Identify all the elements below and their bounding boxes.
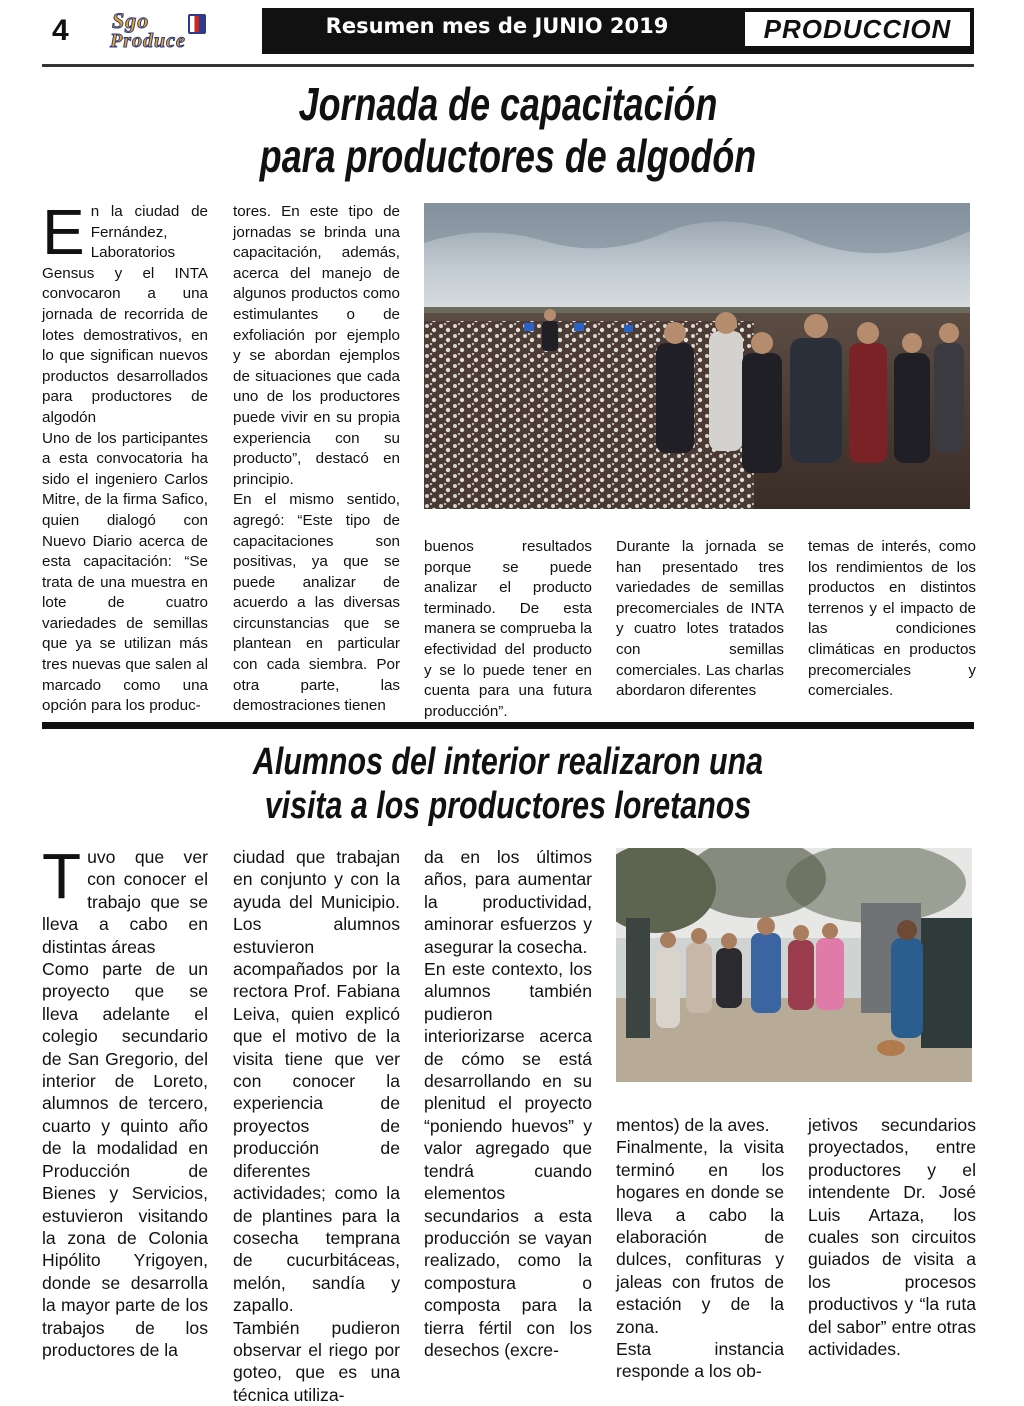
article2-column-3	[424, 846, 592, 1361]
article1-column-5-text: temas de interés, como los rendimientos de los productos en distintos terrenos y el impacto de las condiciones climáticas en productos precomerciales y comerciales.	[808, 538, 976, 700]
article2-column-3-text: da en los últimos años, para aumentar la productividad, aminorar esfuerzos y asegurar la cosecha. En este contexto, los alumnos también pudieron interiorizarse acerca de cómo se está desarrollando en su plenitud el proyecto “poniendo huevos” y valor agregado que tendrá cuando elementos secundarios a esta producción se vayan realizado, como la compostura o composta para la tierra fértil con los desechos (excre-	[424, 847, 592, 1360]
article1-column-2	[233, 202, 400, 717]
article-separator	[42, 722, 974, 729]
article1-column-1	[42, 196, 208, 717]
article1-column-3-text: buenos resultados porque se puede analizar el producto terminado. De esta manera se comprueba la efectividad del producto y se lo puede tener en cuenta para una futura producción”.	[424, 538, 592, 720]
article2-column-4-text: mentos) de la aves. Finalmente, la visita terminó en los hogares en donde se lleva a cabo la elaboración de dulces, confituras y jaleas con frutos de estación y de la zona. Esta instancia responde a los ob-	[616, 1115, 784, 1382]
cotton-field-photo	[424, 203, 970, 509]
article1-headline	[145, 78, 872, 182]
header-rule	[42, 64, 974, 67]
article1-column-4	[616, 537, 784, 702]
article1-headline-line1: Jornada de capacitación	[298, 78, 718, 130]
article1-dropcap: E	[42, 196, 85, 268]
article2-column-1	[42, 840, 208, 1361]
article1-column-3	[424, 537, 592, 722]
issue-summary: Resumen mes de JUNIO 2019	[325, 14, 669, 38]
article2-headline	[135, 740, 881, 828]
article2-column-2	[233, 846, 400, 1406]
publication-logo	[108, 8, 250, 54]
article1-column-4-text: Durante la jornada se han presentado tres variedades de semillas precomerciales de INTA y cuatro lotes tratados con semillas comerciales. Las charlas abordaron diferentes	[616, 538, 784, 700]
article1-headline-line2: para productores de algodón	[259, 130, 757, 182]
section-label: PRODUCCION	[745, 12, 970, 46]
article1-column-1-text: n la ciudad de Fernández, Laboratorios Gensus y el INTA convocaron a una jornada de recorrida de lotes demostrativos, en lo que significan nuevos productos desarrollados para productores de algodón Uno de los participantes a esta convocatoria ha sido el ingeniero Carlos Mitre, de la firma Safico, quien dialogó con Nuevo Diario acerca de esta capacitación: “Se trata de una muestra en lote de cuatro variedades de semillas que ya se utilizan más tres nuevas que salen al marcado como una opción para los produc-	[42, 203, 208, 715]
logo-text-bottom: Produce	[110, 30, 186, 52]
article2-column-4	[616, 1114, 784, 1383]
flag-icon	[188, 14, 206, 34]
article2-headline-line2: visita a los productores loretanos	[264, 785, 752, 827]
students-visit-photo	[616, 848, 972, 1082]
logo-text-top: Sgo	[112, 8, 150, 33]
article2-column-5-text: jetivos secundarios proyectados, entre productores y el intendente Dr. José Luis Artaza, los cuales son circuitos guiados de visita a los procesos productivos y “la ruta del sabor” entre otras actividades.	[808, 1115, 976, 1360]
page-number: 4	[52, 14, 69, 47]
article2-column-1-text: uvo que ver con conocer el trabajo que se lleva a cabo en distintas áreas Como parte de un proyecto que se lleva adelante el colegio secundario de San Gregorio, del interior de Loreto, alumnos de tercero, cuarto y quinto año de la modalidad en Producción de Bienes y Servicios, estuvieron visitando la zona de Colonia Hipólito Yrigoyen, donde se desarrolla la mayor parte de los trabajos de los productores de la	[42, 847, 208, 1360]
article2-headline-line1: Alumnos del interior realizaron una	[252, 741, 764, 783]
article1-column-5	[808, 537, 976, 702]
article1-column-2-text: tores. En este tipo de jornadas se brinda una capacitación, además, acerca del manejo de algunos productos como estimulantes o de exfoliación por ejemplo y se abordan ejemplos de situaciones que cada uno de los productores puede vivir en su propia experiencia con su producto”, destacó en principio. En el mismo sentido, agregó: “Este tipo de capacitaciones son positivas, ya que se puede analizar de acuerdo a las diversas circunstancias que se plantean en particular con cada siembra. Por otra parte, las demostraciones tienen	[233, 203, 400, 715]
article2-column-5	[808, 1114, 976, 1360]
article2-column-2-text: ciudad que trabajan en conjunto y con la ayuda del Municipio. Los alumnos estuvieron acompañados por la rectora Prof. Fabiana Leiva, quien explicó que el motivo de la visita tiene que ver con conocer la experiencia de proyectos de producción de diferentes actividades; como la de plantines para la cosecha temprana de cucurbitáceas, melón, sandía y zapallo. También pudieron observar el riego por goteo, que es una técnica utiliza-	[233, 847, 400, 1405]
article2-dropcap: T	[42, 840, 82, 912]
